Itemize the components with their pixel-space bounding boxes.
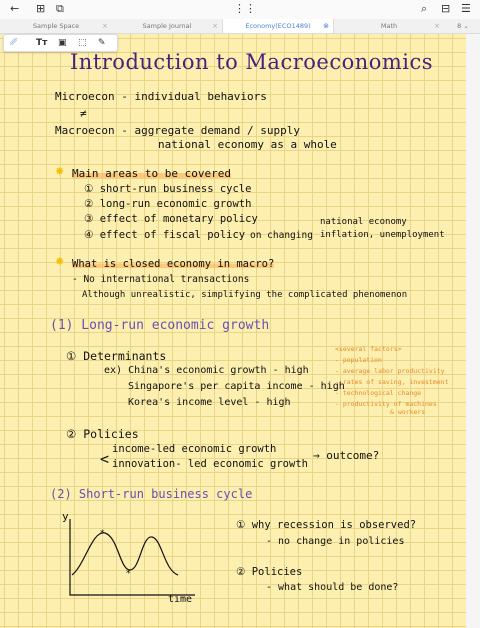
inflation-text: inflation, unemployment bbox=[320, 230, 445, 240]
area-item: ① short-run business cycle bbox=[84, 183, 252, 195]
text-tool-icon[interactable]: Tт bbox=[36, 38, 48, 48]
although-text: Although unrealistic, simplifying the complicated phenomenon bbox=[82, 290, 408, 300]
eraser-icon[interactable]: ✎ bbox=[98, 38, 106, 48]
on-changing-text: on changing bbox=[250, 230, 313, 241]
micro-line: Microecon - individual behaviors bbox=[55, 90, 267, 103]
brace-symbol: < bbox=[100, 450, 110, 468]
determinants-heading: ① Determinants bbox=[66, 349, 167, 363]
neq-symbol: ≠ bbox=[80, 107, 87, 120]
top-bar bbox=[0, 0, 480, 19]
policies-2-heading: ② Policies bbox=[236, 566, 303, 578]
tab-label: Math bbox=[380, 22, 398, 30]
factor-item: - rates of saving, investment bbox=[335, 378, 449, 386]
tab-label: Economy(ECO1489) bbox=[245, 22, 311, 30]
example-china: ex) China's economic growth - high bbox=[104, 365, 309, 376]
back-icon[interactable]: ← bbox=[10, 2, 20, 15]
section-2-heading: (2) Short-run business cycle bbox=[50, 487, 253, 501]
page-gutter bbox=[466, 34, 480, 628]
menu-icon[interactable]: ☰ bbox=[461, 2, 471, 15]
close-icon[interactable]: × bbox=[102, 22, 108, 30]
business-cycle-sketch bbox=[60, 515, 200, 605]
factors-heading: <several factors> bbox=[335, 345, 402, 353]
apps-icon[interactable]: ⋮⋮ bbox=[234, 2, 256, 15]
area-item: ④ effect of fiscal policy bbox=[84, 229, 246, 241]
close-icon[interactable]: ⊗ bbox=[323, 22, 329, 30]
innovation-led-text: innovation- led economic growth bbox=[112, 458, 308, 470]
area-item: ③ effect of monetary policy bbox=[84, 213, 258, 225]
y-axis-label: y bbox=[62, 510, 69, 523]
close-icon[interactable]: × bbox=[212, 22, 218, 30]
no-change-text: - no change in policies bbox=[266, 536, 405, 547]
search-icon[interactable]: ⌕ bbox=[421, 2, 428, 15]
factor-item-cont: & workers bbox=[390, 408, 426, 416]
macro-line-2: national economy as a whole bbox=[158, 138, 337, 151]
policies-heading: ② Policies bbox=[66, 427, 139, 441]
closed-economy-question: What is closed economy in macro? bbox=[72, 258, 275, 270]
factor-item: - technological change bbox=[335, 389, 422, 397]
factor-item: - population bbox=[335, 356, 382, 364]
x-axis-label: time bbox=[168, 594, 193, 605]
what-should-text: - what should be done? bbox=[266, 582, 399, 593]
lasso-icon[interactable]: ␥ bbox=[10, 38, 18, 48]
axis-lines bbox=[70, 519, 195, 595]
income-led-text: income-led economic growth bbox=[112, 443, 277, 455]
grid-icon[interactable]: ⊞ bbox=[36, 2, 46, 15]
tab-bar bbox=[0, 19, 480, 34]
tab-sample-space[interactable] bbox=[0, 19, 112, 33]
peak-marker: * bbox=[100, 529, 105, 539]
factor-item: - average labor productivity bbox=[335, 367, 445, 375]
tab-label: Sample Space bbox=[32, 22, 80, 30]
example-korea: Korea's income level - high bbox=[128, 397, 291, 408]
main-areas-heading: Main areas to be covered bbox=[72, 167, 231, 180]
tab-math[interactable] bbox=[334, 19, 444, 33]
image-icon[interactable]: ▣ bbox=[58, 38, 67, 48]
star-icon: ✸ bbox=[55, 255, 65, 268]
factor-item: - productivity of machines bbox=[335, 400, 437, 408]
section-1-heading: (1) Long-run economic growth bbox=[50, 318, 270, 333]
macro-line: Macroecon - aggregate demand / supply bbox=[55, 124, 301, 137]
tab-economy[interactable] bbox=[222, 19, 334, 33]
why-recession-text: ① why recession is observed? bbox=[236, 519, 417, 531]
national-economy-text: national economy bbox=[320, 217, 407, 227]
tab-sample-journal[interactable] bbox=[112, 19, 222, 33]
tab-label: Sample Journal bbox=[142, 22, 192, 30]
close-icon[interactable]: × bbox=[434, 22, 440, 30]
select-box-icon[interactable]: ⬚ bbox=[78, 38, 87, 48]
tab-count-value: 8 bbox=[457, 22, 462, 30]
note-title: Introduction to Macroeconomics bbox=[70, 50, 434, 74]
outcome-text: → outcome? bbox=[313, 449, 380, 462]
area-item: ② long-run economic growth bbox=[84, 198, 252, 210]
example-singapore: Singapore's per capita income - high bbox=[128, 381, 345, 392]
star-icon: ✸ bbox=[55, 165, 65, 178]
cycle-curve bbox=[72, 533, 178, 575]
no-intl-text: - No international transactions bbox=[72, 274, 250, 285]
tab-count[interactable]: 8 ⌄ bbox=[457, 22, 469, 30]
new-page-icon[interactable]: ⧉ bbox=[56, 2, 64, 15]
trough-marker: * bbox=[126, 569, 131, 579]
layout-icon[interactable]: ⊟ bbox=[441, 2, 451, 15]
